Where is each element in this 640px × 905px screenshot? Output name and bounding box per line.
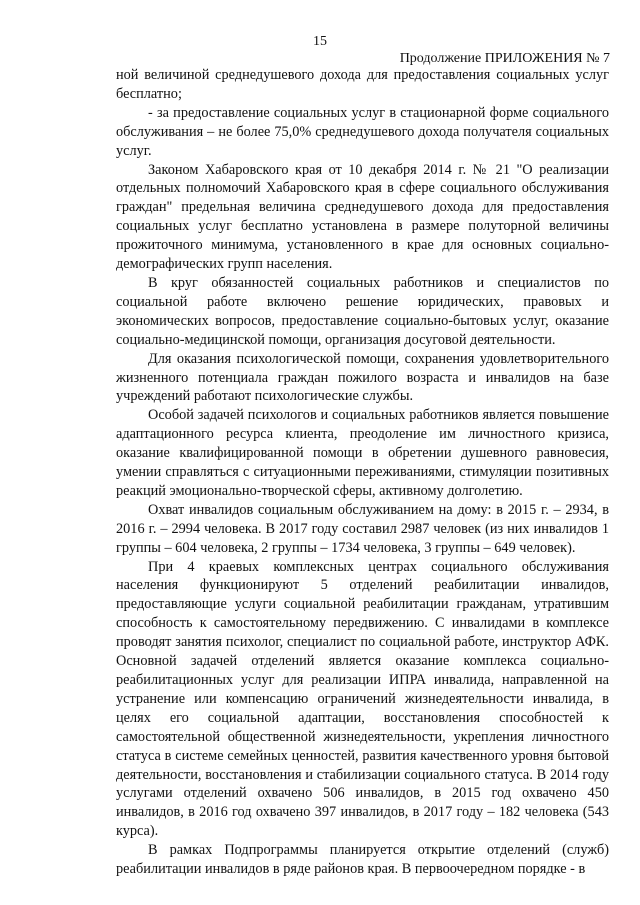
paragraph: В рамках Подпрограммы планируется открытие отделений (служб) реабилитации инвалидов в ряде районов края. В первоочередном порядке - в (116, 842, 609, 878)
appendix-header: Продолжение ПРИЛОЖЕНИЯ № 7 (399, 51, 610, 66)
paragraph: - за предоставление социальных услуг в стационарной форме социального обслуживания – не более 75,0% среднедушевого дохода получателя социальных услуг. (116, 104, 609, 159)
paragraph: Для оказания психологической помощи, сохранения удовлетворительного жизненного потенциала граждан пожилого возраста и инвалидов на базе учреждений работают психологические службы. (116, 350, 609, 405)
paragraph: Охват инвалидов социальным обслуживанием на дому: в 2015 г. – 2934, в 2016 г. – 2994 человека. В 2017 году составил 2987 человек (из них инвалидов 1 группы – 604 человека, 2 группы – 1734 человека, 3 группы – 649 человек). (116, 501, 609, 556)
paragraph: Особой задачей психологов и социальных работников является повышение адаптационного ресурса клиента, преодоление им личностного кризиса, оказание квалифицированной помощи в обретении душевного равновесия, умении справляться с ситуационными переживаниями, стимуляции позитивных реакций эмоционально-творческой сферы, активному долголетию. (116, 407, 609, 499)
paragraph: ной величиной среднедушевого дохода для предоставления социальных услуг бесплатно; (116, 67, 609, 102)
document-body (116, 66, 609, 879)
paragraph: Законом Хабаровского края от 10 декабря 2014 г. № 21 "О реализации отдельных полномочий Хабаровского края в сфере социального обслуживания граждан" предельная величина среднедушевого дохода для предоставления социальных услуг бесплатно установлена в размере полуторной величины прожиточного минимума, установленного в крае для основных социально-демографических групп населения. (116, 161, 609, 273)
page-number: 15 (313, 34, 327, 49)
paragraph: При 4 краевых комплексных центрах социального обслуживания населения функционируют 5 отделений реабилитации инвалидов, предоставляющие услуги социальной реабилитации гражданам, утратившим способность к самостоятельному передвижению. С инвалидами в комплексе проводят занятия психолог, специалист по социальной работе, инструктор АФК. Основной задачей отделений является оказание комплекса социально-реабилитационных услуг для реализации ИПРА инвалида, направленной на устранение или компенсацию ограничений жизнедеятельности инвалида, в целях его социальной адаптации, восстановления способностей к самостоятельной общественной жизнедеятельности, укрепления личностного статуса в системе семейных ценностей, развития качественного уровня бытовой деятельности, восстановления и стабилизации социального статуса. В 2014 году услугами отделений охвачено 506 инвалидов, в 2015 год охвачено 450 инвалидов, в 2016 год охвачено 397 инвалидов, в 2017 году – 182 человека (543 курса). (116, 558, 609, 840)
paragraph: В круг обязанностей социальных работников и специалистов по социальной работе включено решение юридических, правовых и экономических вопросов, предоставление социально-бытовых услуг, оказание социально-медицинской помощи, организация досуговой деятельности. (116, 274, 609, 348)
